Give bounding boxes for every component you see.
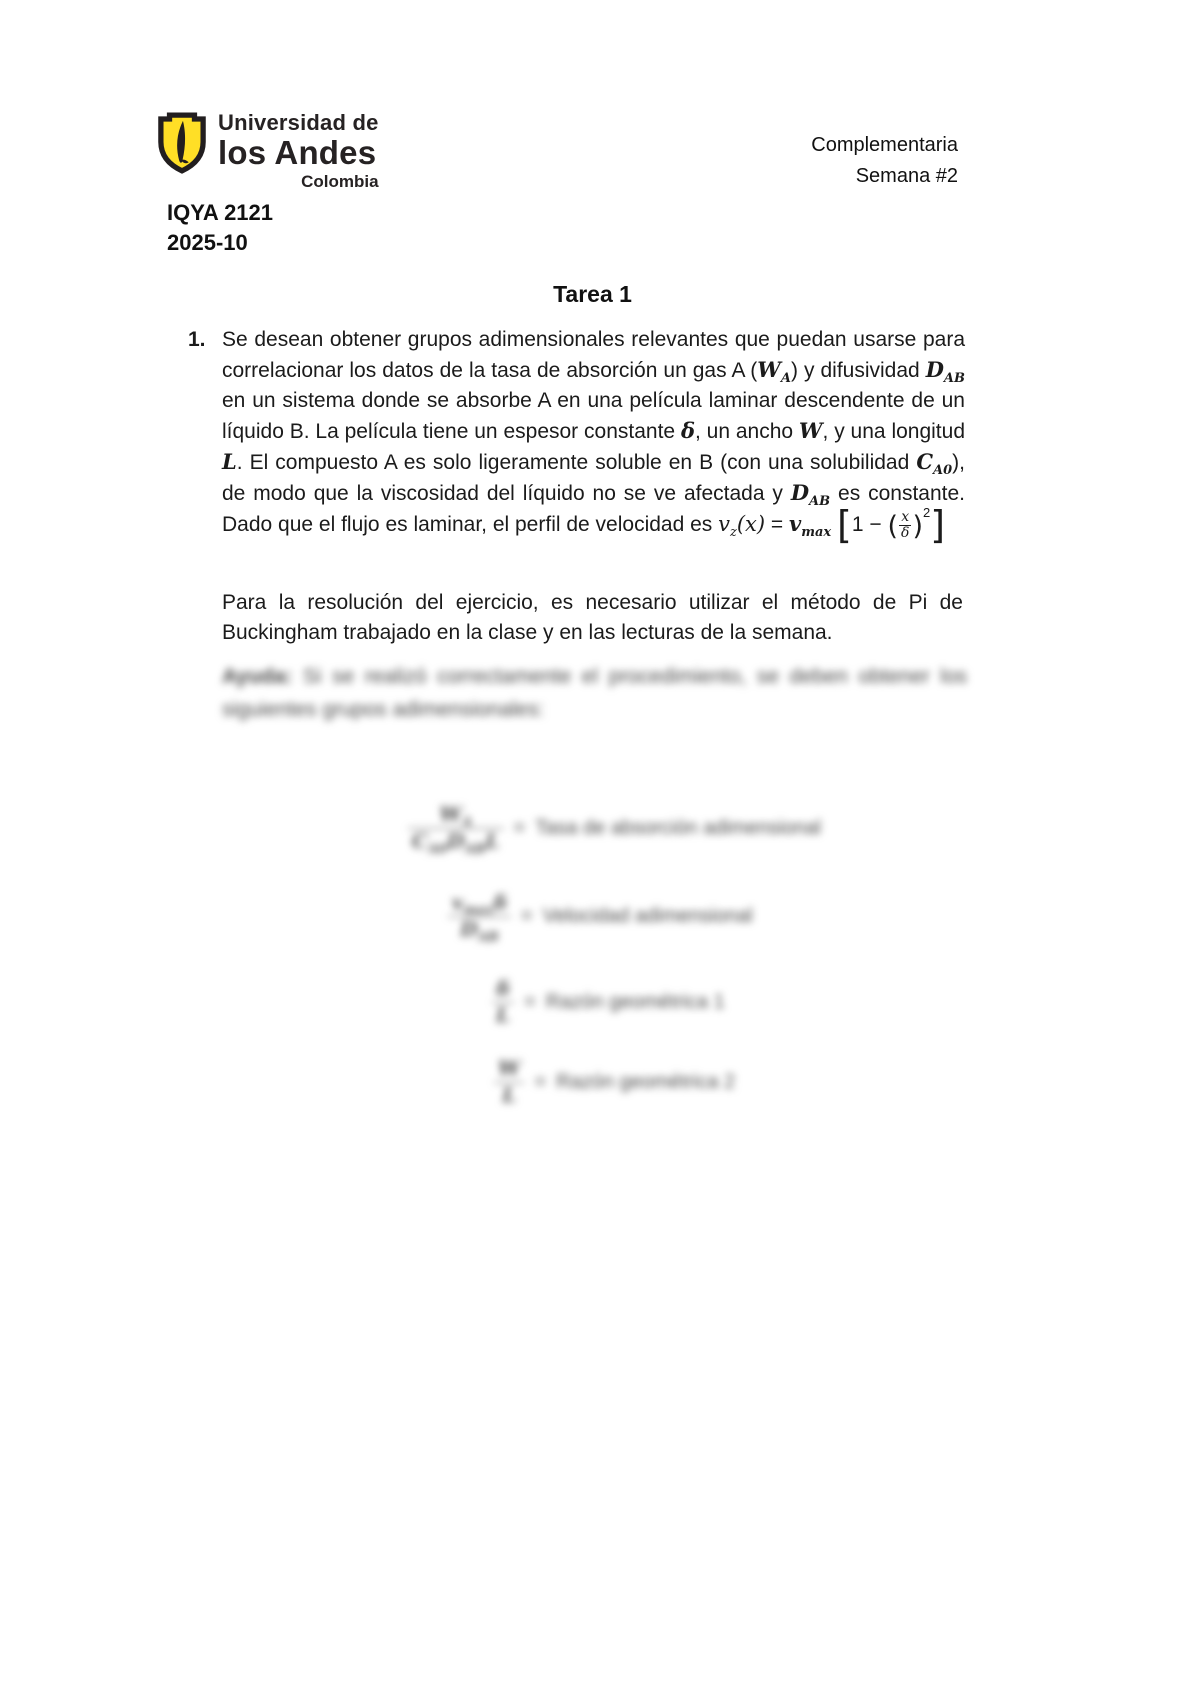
hint-label: Ayuda: [222, 665, 293, 688]
equals-sign: = [520, 905, 533, 927]
math-DAB-2: D [790, 480, 810, 505]
group3-fraction: $\frac{\delta}{L}$ [492, 976, 514, 1029]
math-DAB: D [925, 357, 944, 382]
problem-text: Se desean obtener grupos adimensionales relevantes que puedan usarse para correlacionar los datos de la tasa de absorción un gas A $(W_A)$ y difusividad $D_{AB}$ en un sistema donde se absorbe A en una película laminar descendente de un líquido B. La película tiene un espesor constante δ, un ancho W, y una longitud L. El compuesto A es solo ligeramente soluble en B (con una solubilidad $C_{A0}$), de modo que la viscosidad del líquido no se ve afectada y $D_{AB}$ es constante. Dado que el flujo es laminar, el perfil de velocidad es $v_z(x) = v_{max}$ [1 − ( $\frac{x}{\delta}$ )$^2$] [222, 328, 965, 547]
hint-paragraph-blurred [222, 660, 967, 726]
group2-description: Velocidad adimensional [542, 905, 753, 927]
equals-sign: = [534, 1071, 547, 1093]
university-logo [158, 112, 379, 190]
problem-item-1 [188, 325, 965, 547]
math-CA0: C [916, 449, 934, 474]
close-bracket: ] [930, 503, 946, 547]
logo-line3: Colombia [301, 172, 379, 191]
header-note-line1: Complementaria [811, 134, 958, 156]
logo-line1: Universidad de [218, 110, 379, 135]
equals-sign: = [513, 817, 526, 839]
logo-line2: los Andes [218, 134, 377, 171]
group4-description: Razón geométrica 2 [556, 1071, 736, 1093]
equals-sign: = [524, 991, 536, 1013]
document-title: Tarea 1 [553, 281, 632, 307]
math-delta: δ [680, 418, 695, 443]
method-paragraph: Para la resolución del ejercicio, es necesario utilizar el método de Pi de Buckingham trabajado en la clase y en las lecturas de la semana. [222, 591, 963, 644]
velocity-profile-formula: $v_z(x) = v_{max}$ [1 − ( $\frac{x}{\delta}$ )$^2$] [718, 503, 946, 547]
uniandes-shield-icon [158, 112, 206, 174]
x-over-delta-fraction: $\frac{x}{\delta}$ [901, 509, 910, 541]
math-WA: W [757, 357, 781, 382]
group3-description: Razón geométrica 1 [545, 991, 725, 1013]
dimensionless-group-4 [494, 1056, 735, 1109]
group2-fraction: $\frac{v_{max}\delta}{D_{AB}}$ [448, 890, 511, 943]
group1-fraction: $\frac{W_A}{C_{A0}D_{AB}L}$ [408, 802, 504, 855]
dimensionless-group-3 [492, 976, 725, 1029]
group4-fraction: $\frac{W}{L}$ [494, 1056, 524, 1109]
header-note-line2: Semana #2 [855, 165, 958, 187]
dimensionless-group-2 [448, 890, 753, 943]
dimensionless-group-1 [408, 802, 821, 855]
exponent: 2 [923, 505, 931, 520]
open-paren: ( [887, 511, 899, 542]
problem-seg: Se desean obtener grupos adimensionales relevantes que puedan usarse para correlacionar los datos de la tasa de absorción un gas A ( [222, 328, 965, 382]
math-W: W [798, 418, 823, 443]
header-note [811, 130, 958, 192]
group1-description: Tasa de absorción adimensional [535, 817, 821, 839]
math-L: L [222, 449, 237, 474]
course-block [167, 198, 273, 258]
hint-text: Si se realizó correctamente el procedimiento, se deben obtener los siguientes grupos adimensionales: [222, 665, 967, 721]
problem-number: 1. [188, 328, 206, 351]
course-term: 2025-10 [167, 230, 248, 255]
close-paren: ) [912, 511, 923, 542]
open-bracket: [ [837, 503, 852, 547]
logo-wordmark [218, 112, 379, 190]
course-code: IQYA 2121 [167, 200, 274, 225]
